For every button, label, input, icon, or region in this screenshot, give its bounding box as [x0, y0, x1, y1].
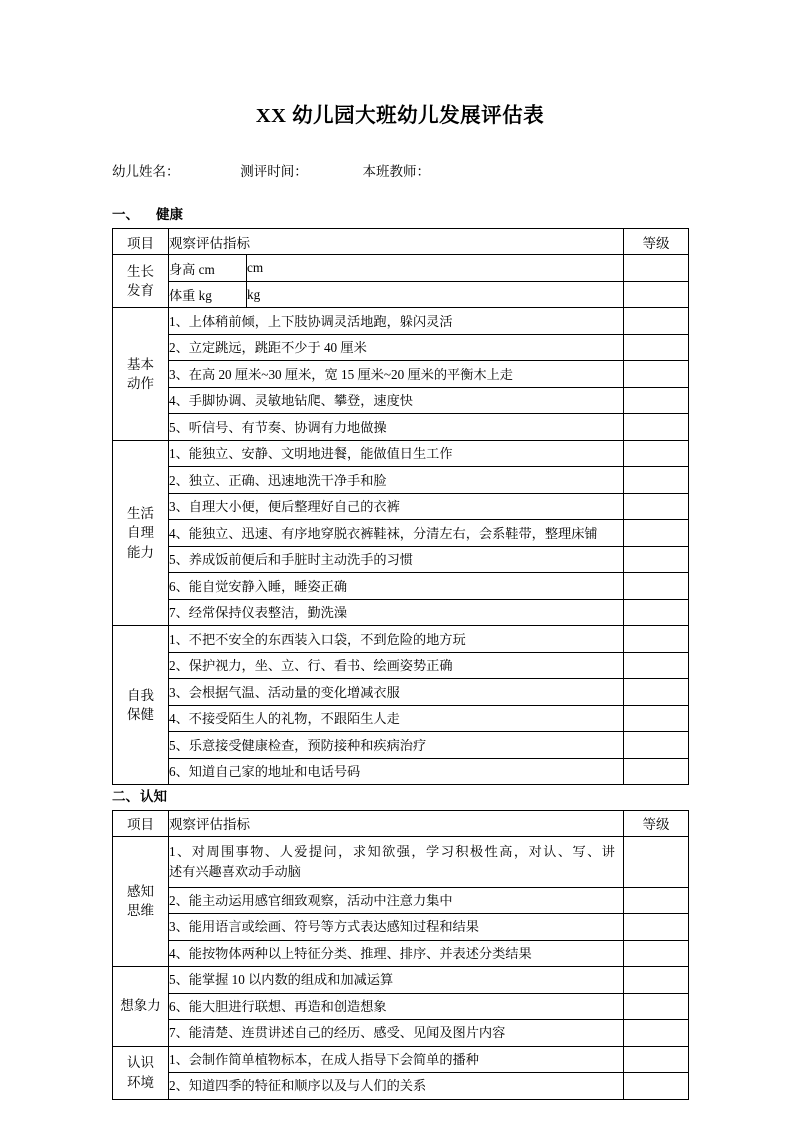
- cognition-table: [112, 810, 689, 1100]
- grade-cell[interactable]: [624, 887, 689, 914]
- indicator-text: 5、听信号、有节奏、协调有力地做操: [169, 414, 624, 441]
- indicator-text: 7、经常保持仪表整洁，勤洗澡: [169, 599, 624, 626]
- class-teacher-field: 本班教师：: [362, 163, 430, 179]
- indicator-text: 2、独立、正确、迅速地洗干净手和脸: [169, 467, 624, 494]
- grade-cell[interactable]: [624, 440, 689, 467]
- assessment-date-field: 测评时间：: [240, 163, 308, 179]
- section-name: 认知: [140, 789, 167, 805]
- table-row: [113, 967, 689, 994]
- column-header-item: 项目: [113, 229, 169, 255]
- grade-cell[interactable]: [624, 967, 689, 994]
- grade-cell[interactable]: [624, 520, 689, 547]
- grade-cell[interactable]: [624, 334, 689, 361]
- grade-cell[interactable]: [624, 573, 689, 600]
- table-row: [113, 705, 689, 732]
- indicator-text: 3、能用语言或绘画、符号等方式表达感知过程和结果: [169, 914, 624, 941]
- category-label-imagination: 想象力: [113, 967, 169, 1047]
- table-row: [113, 679, 689, 706]
- table-row: [113, 1046, 689, 1073]
- indicator-text: 4、能独立、迅速、有序地穿脱衣裤鞋袜，分清左右，会系鞋带，整理床铺: [169, 520, 624, 547]
- indicator-line-2: 述有兴趣喜欢动手动脑: [169, 863, 301, 879]
- indicator-text: 4、能按物体两种以上特征分类、推理、排序、并表述分类结果: [169, 940, 624, 967]
- grade-cell[interactable]: [624, 679, 689, 706]
- grade-cell[interactable]: [624, 1020, 689, 1047]
- grade-cell[interactable]: [624, 914, 689, 941]
- indicator-text: 6、能自觉安静入睡，睡姿正确: [169, 573, 624, 600]
- table-row: [113, 255, 689, 282]
- indicator-text: 2、立定跳远，跳距不少于 40 厘米: [169, 334, 624, 361]
- indicator-text: 4、手脚协调、灵敏地钻爬、攀登，速度快: [169, 387, 624, 414]
- indicator-text: 6、能大胆进行联想、再造和创造想象: [169, 993, 624, 1020]
- table-row: [113, 626, 689, 653]
- weight-value: kg: [247, 286, 261, 302]
- table-row: [113, 308, 689, 335]
- table-row: [113, 758, 689, 785]
- table-row: [113, 493, 689, 520]
- table-row: [113, 414, 689, 441]
- section-number: 二、: [112, 789, 139, 805]
- table-row: [113, 281, 689, 308]
- grade-cell[interactable]: [624, 255, 689, 282]
- grade-cell[interactable]: [624, 1073, 689, 1100]
- height-label: 身高 cm: [169, 255, 247, 281]
- indicator-text: 2、能主动运用感官细致观察，活动中注意力集中: [169, 887, 624, 914]
- table-row: [113, 732, 689, 759]
- category-label-environment: 认识 环境: [113, 1046, 169, 1099]
- column-header-grade: 等级: [624, 229, 689, 255]
- table-row: [113, 887, 689, 914]
- indicator-text: 1、上体稍前倾，上下肢协调灵活地跑，躲闪灵活: [169, 308, 624, 335]
- indicator-text: 2、知道四季的特征和顺序以及与人们的关系: [169, 1073, 624, 1100]
- indicator-text: 3、会根据气温、活动量的变化增减衣服: [169, 679, 624, 706]
- health-table: [112, 228, 689, 785]
- grade-cell[interactable]: [624, 361, 689, 388]
- grade-cell[interactable]: [624, 467, 689, 494]
- section-name: 健康: [156, 207, 183, 223]
- indicator-text: 1、能独立、安静、文明地进餐，能做值日生工作: [169, 440, 624, 467]
- category-label-perception-thinking: 感知 思维: [113, 836, 169, 967]
- grade-cell[interactable]: [624, 308, 689, 335]
- category-label-growth: 生长 发育: [113, 255, 169, 308]
- indicator-text: [169, 836, 624, 887]
- table-row: [113, 467, 689, 494]
- column-header-grade: 等级: [624, 810, 689, 836]
- table-row: [113, 599, 689, 626]
- table-row: [113, 1020, 689, 1047]
- table-row: [113, 546, 689, 573]
- indicator-text: 1、不把不安全的东西装入口袋，不到危险的地方玩: [169, 626, 624, 653]
- table-row: [113, 1073, 689, 1100]
- category-label-self-health: 自我 保健: [113, 626, 169, 785]
- category-label-self-care: 生活 自理 能力: [113, 440, 169, 626]
- weight-label: 体重 kg: [169, 282, 247, 308]
- table-row: [113, 993, 689, 1020]
- indicator-text: 4、不接受陌生人的礼物，不跟陌生人走: [169, 705, 624, 732]
- table-row: [113, 652, 689, 679]
- grade-cell[interactable]: [624, 493, 689, 520]
- grade-cell[interactable]: [624, 626, 689, 653]
- grade-cell[interactable]: [624, 1046, 689, 1073]
- grade-cell[interactable]: [624, 281, 689, 308]
- column-header-item: 项目: [113, 810, 169, 836]
- grade-cell[interactable]: [624, 758, 689, 785]
- section-heading-cognition: [112, 789, 688, 805]
- table-row: [113, 573, 689, 600]
- height-value: cm: [247, 260, 264, 276]
- page-title: XX 幼儿园大班幼儿发展评估表: [255, 105, 545, 127]
- header-meta-fields: [112, 163, 688, 181]
- section-number: 一、: [112, 207, 139, 223]
- indicator-text: 5、养成饭前便后和手脏时主动洗手的习惯: [169, 546, 624, 573]
- indicator-text: 7、能清楚、连贯讲述自己的经历、感受、见闻及图片内容: [169, 1020, 624, 1047]
- child-name-field: 幼儿姓名：: [112, 163, 180, 179]
- grade-cell[interactable]: [624, 993, 689, 1020]
- grade-cell[interactable]: [624, 546, 689, 573]
- indicator-text: 5、乐意接受健康检查，预防接种和疾病治疗: [169, 732, 624, 759]
- grade-cell[interactable]: [624, 836, 689, 887]
- indicator-line-1: 1、对周围事物、人爱提问，求知欲强，学习积极性高，对认、写、讲: [169, 844, 615, 860]
- category-label-basic-movement: 基本 动作: [113, 308, 169, 441]
- indicator-text: 2、保护视力，坐、立、行、看书、绘画姿势正确: [169, 652, 624, 679]
- table-row: [113, 440, 689, 467]
- column-header-indicator: 观察评估指标: [169, 810, 624, 836]
- grade-cell[interactable]: [624, 387, 689, 414]
- grade-cell[interactable]: [624, 732, 689, 759]
- grade-cell[interactable]: [624, 599, 689, 626]
- table-header-row: [113, 810, 689, 836]
- grade-cell[interactable]: [624, 414, 689, 441]
- indicator-text: 3、自理大小便，便后整理好自己的衣裤: [169, 493, 624, 520]
- grade-cell[interactable]: [624, 652, 689, 679]
- table-row: [113, 914, 689, 941]
- indicator-text: 5、能掌握 10 以内数的组成和加减运算: [169, 967, 624, 994]
- column-header-indicator: 观察评估指标: [169, 229, 624, 255]
- measure-cell-height: [169, 255, 624, 282]
- indicator-text: 1、会制作简单植物标本，在成人指导下会简单的播种: [169, 1046, 624, 1073]
- table-row: [113, 387, 689, 414]
- table-row: [113, 334, 689, 361]
- indicator-text: 3、在高 20 厘米~30 厘米，宽 15 厘米~20 厘米的平衡木上走: [169, 361, 624, 388]
- grade-cell[interactable]: [624, 705, 689, 732]
- table-row: [113, 940, 689, 967]
- section-heading-health: [112, 207, 688, 223]
- grade-cell[interactable]: [624, 940, 689, 967]
- measure-cell-weight: [169, 281, 624, 308]
- table-row: [113, 361, 689, 388]
- table-header-row: [113, 229, 689, 255]
- table-row: [113, 520, 689, 547]
- indicator-text: 6、知道自己家的地址和电话号码: [169, 758, 624, 785]
- table-row: [113, 836, 689, 887]
